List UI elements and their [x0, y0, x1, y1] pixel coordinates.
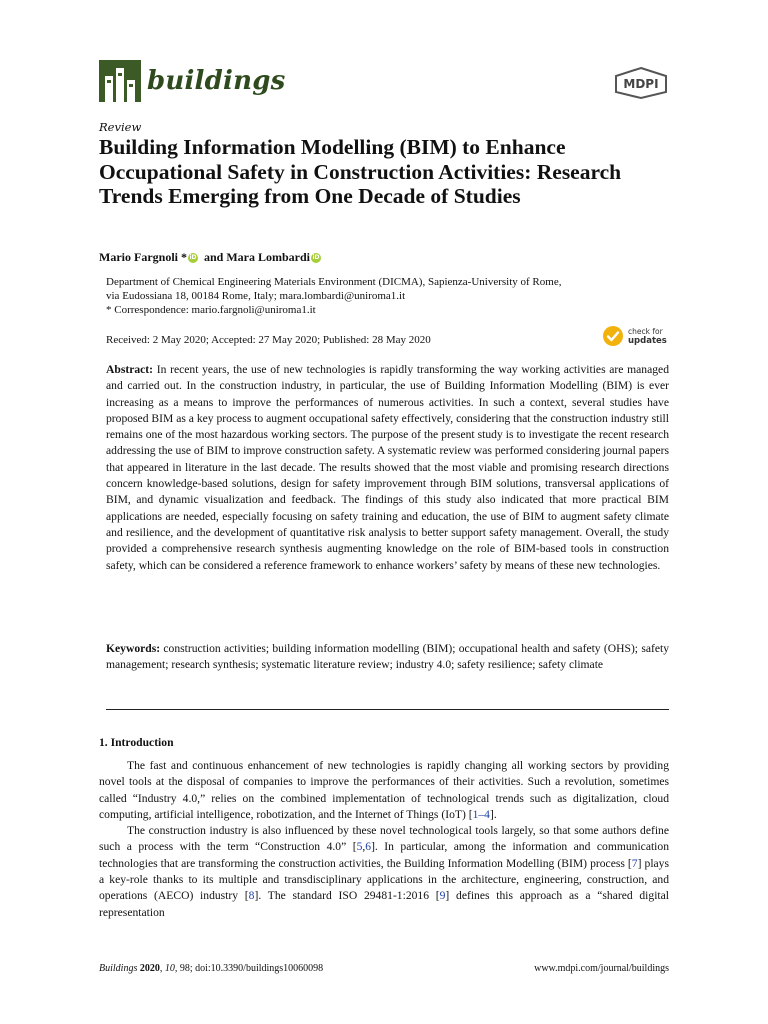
- mdpi-logo-icon: [612, 66, 670, 100]
- author-separator: and: [200, 250, 227, 264]
- citation-link[interactable]: 7: [631, 856, 638, 870]
- paragraph-text: ].: [489, 807, 497, 821]
- paragraph-text: ,: [362, 840, 366, 854]
- paragraph-text: The fast and continuous enhancement of new technologies is rapidly changing all working sectors by providing novel tools at the disposal of companies to improve the performances of their activities. Such a revolution, sometimes called “Industry 4.0,” relies on the combined implementation of technological trends such as digitalization, cloud computing, artificial intelligence, robotization, and the Internet of Things (IoT) [: [99, 759, 669, 821]
- abstract-text: In recent years, the use of new technologies is rapidly transforming the way working activities are managed and carried out. In the construction industry, in particular, the use of Building Information Modelling (BIM) is ever increasing as a means to improve the performances of numerous activities. In such a context, several studies have proposed BIM as a key process to augment occupational safety effectively, considering that the construction industry still remains one of the most hazardous working sectors. The purpose of the present study is to investigate the recent research addressing the use of BIM to improve construction safety. A systematic review was performed considering journal papers that appeared in literature in the last decade. The results showed that the most viable and promising research directions concern knowledge-based solutions, design for safety improvement through BIM solutions, transversal applications of BIM, and dynamic visualization and feedback. The findings of this study also indicated that more practical BIM applications are needed, especially focusing on safety training and education, the use of BIM to augment safety climate and resilience, and the development of quantitative risk analysis to better support safety management. Overall, the study provided a comprehensive research synthesis augmenting knowledge on the role of BIM-based tools in construction safety, which can be considered a reference framework to enhance workers’ safety by means of these new technologies.: [106, 363, 670, 572]
- keywords-label: Keywords:: [106, 642, 161, 655]
- publisher-name: MDPI: [623, 77, 659, 91]
- keywords: [106, 641, 669, 674]
- check-updates-line-2: updates: [628, 335, 667, 346]
- paragraph: [99, 823, 669, 921]
- article-title: Building Information Modelling (BIM) to Enhance Occupational Safety in Construction Activities: Research Trends Emerging from One Decade of Studies: [99, 135, 622, 208]
- paragraph: [99, 758, 669, 823]
- citation-link[interactable]: 1–4: [472, 807, 490, 821]
- check-updates-icon: [602, 325, 624, 347]
- author-1[interactable]: Mario Fargnoli *: [99, 250, 187, 264]
- paragraph-text: ] defines this approach as a “shared digital representation: [99, 889, 670, 919]
- affiliation-line-1: Department of Chemical Engineering Materials Environment (DICMA), Sapienza-University of Rome,: [106, 276, 562, 288]
- check-updates-line-1: check for: [628, 326, 663, 336]
- publication-dates: Received: 2 May 2020; Accepted: 27 May 2020; Published: 28 May 2020: [106, 334, 431, 346]
- abstract: [106, 362, 669, 574]
- footer-doi[interactable]: , 98; doi:10.3390/buildings10060098: [174, 963, 324, 974]
- paragraph-text: ] plays a key-role thanks to its multiple and transdisciplinary applications in the architecture, engineering, construction, and operations (AECO) industry [: [99, 856, 669, 903]
- journal-logo: [99, 60, 285, 102]
- orcid-icon[interactable]: iD: [189, 253, 197, 261]
- citation-link[interactable]: 8: [248, 889, 255, 903]
- section-divider: [106, 709, 669, 710]
- footer-year: 2020: [139, 963, 160, 974]
- buildings-logo-icon: [99, 60, 141, 102]
- abstract-label: Abstract:: [106, 363, 154, 376]
- footer-citation: Buildings 2020, 10, 98; doi:10.3390/buildings10060098: [99, 963, 324, 974]
- footer-url[interactable]: www.mdpi.com/journal/buildings: [534, 963, 669, 974]
- article-type: Review: [99, 120, 142, 134]
- paragraph-text: ]. In particular, among the information and communication technologies that are transforming the construction activities, the Building Information Modelling (BIM) process [: [99, 840, 669, 870]
- affiliation: [106, 275, 666, 317]
- correspondence: * Correspondence: mario.fargnoli@uniroma1.it: [106, 304, 316, 316]
- check-for-updates-badge[interactable]: [602, 325, 667, 347]
- paragraph-text: The construction industry is also influenced by these novel technological tools largely, so that some authors define such a process with the term “Construction 4.0” [: [99, 824, 669, 854]
- affiliation-line-2: via Eudossiana 18, 00184 Rome, Italy; mara.lombardi@uniroma1.it: [106, 290, 406, 302]
- orcid-icon[interactable]: iD: [312, 253, 320, 261]
- footer-volume: 10: [164, 963, 175, 974]
- section-heading-introduction: 1. Introduction: [99, 736, 174, 749]
- citation-link[interactable]: 5: [356, 840, 363, 854]
- paragraph-text: ]. The standard ISO 29481-1:2016 [: [254, 889, 440, 903]
- citation-link[interactable]: 9: [439, 889, 446, 903]
- citation-link[interactable]: 6: [365, 840, 372, 854]
- introduction-body: [99, 758, 669, 921]
- journal-name: buildings: [147, 66, 286, 96]
- author-list: [99, 250, 324, 265]
- footer-journal: Buildings: [99, 963, 138, 974]
- keywords-text: construction activities; building information modelling (BIM); occupational health and safety (OHS); safety management; research synthesis; systematic literature review; industry 4.0; safety resilience; safety climate: [106, 642, 669, 672]
- author-2[interactable]: Mara Lombardi: [226, 250, 311, 264]
